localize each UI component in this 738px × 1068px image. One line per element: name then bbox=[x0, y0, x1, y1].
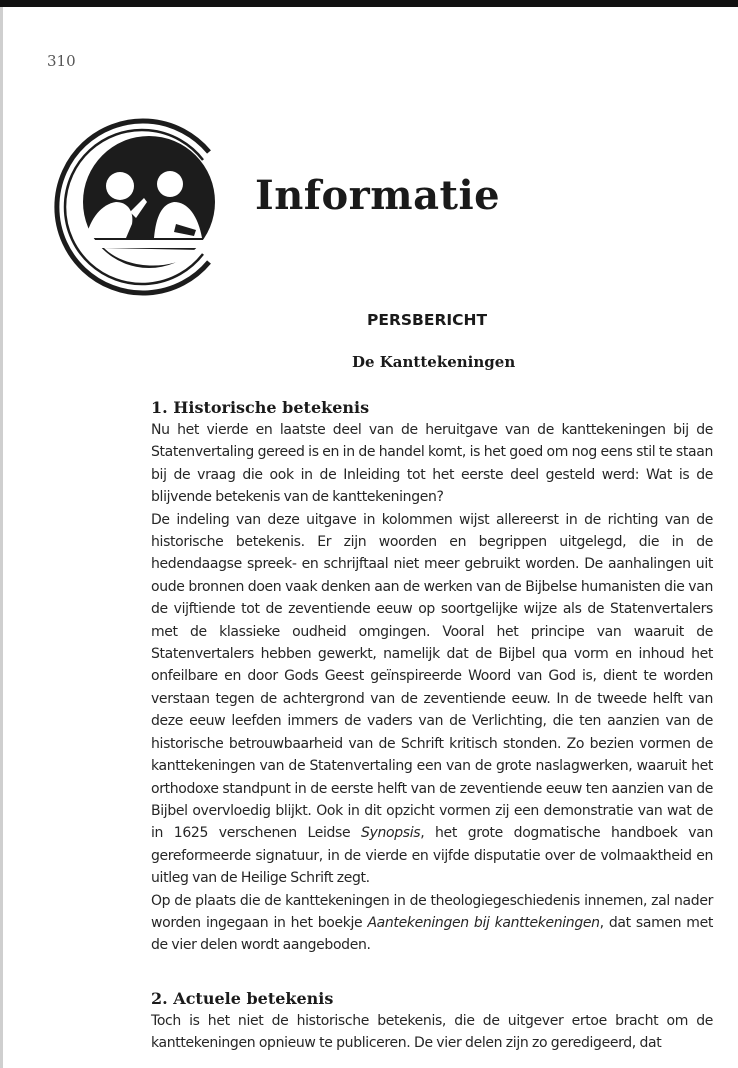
scan-left-edge bbox=[0, 7, 3, 1068]
section-current bbox=[151, 988, 713, 1055]
text-run: De indeling van deze uitgave in kolommen wijst allereerst in de richting van de historische betekenis. Er zijn woorden en begrippen uitgelegd, die in de hedendaagse spreek- en schrijftaal niet meer gebruikt worden. De aanhalingen uit oude bronnen doen vaak denken aan de werken van de Bijbelse humanisten die van de vijftiende tot de zeventiende eeuw op soortgelijke wijze als de Statenvertalers met de klassieke oudheid omgingen. Vooral het principe van waaruit de Statenvertalers hebben gewerkt, namelijk dat de Bijbel qua vorm en inhoud het onfeilbare en door Gods Geest geïnspireerde Woord van God is, dient te worden verstaan tegen de achtergrond van de zeventiende eeuw. In de tweede helft van deze eeuw leefden immers de vaders van de Verlichting, die ten aanzien van de historische betrouwbaarheid van de Schrift kritisch stonden. Zo bezien vormen de kanttekeningen van de Statenvertaling een van de grote naslagwerken, waaruit het orthodoxe standpunt in de eerste helft van de zeventiende eeuw ten aanzien van de Bijbel overvloedig blijkt. Ook in dit opzicht vormen zij een demonstratie van wat de in 1625 verschenen Leidse bbox=[151, 511, 713, 842]
section-historical bbox=[151, 397, 713, 957]
text-run: , dat samen met de vier delen wordt aangeboden. bbox=[151, 914, 714, 954]
scan-top-border bbox=[0, 0, 738, 7]
text-run: , het grote dogmatische handboek van gereformeerde signatuur, in de vierde en vijfde disputatie over de volmaaktheid en uitleg van de Heilige Schrift zegt. bbox=[151, 825, 713, 887]
italic-title: Aantekeningen bij kanttekeningen bbox=[367, 914, 600, 931]
paragraph bbox=[151, 509, 713, 890]
paragraph bbox=[151, 890, 713, 957]
page-number: 310 bbox=[47, 52, 76, 70]
two-people-conversation-icon bbox=[46, 112, 236, 302]
article-subtitle: De Kanttekeningen bbox=[352, 353, 516, 371]
page-title: Informatie bbox=[255, 172, 501, 219]
section-heading: 1. Historische betekenis bbox=[151, 398, 370, 417]
paragraph bbox=[151, 1010, 713, 1055]
press-release-label: PERSBERICHT bbox=[367, 311, 488, 329]
text-run: Toch is het niet de historische betekenis, die de uitgever ertoe bracht om de kanttekeningen opnieuw te publiceren. De vier delen zijn zo geredigeerd, dat bbox=[151, 1013, 713, 1052]
italic-title: Synopsis bbox=[361, 825, 421, 842]
text-run: Nu het vierde en laatste deel van de heruitgave van de kanttekeningen bij de Statenvertaling gereed is en in de handel komt, is het goed om nog eens stil te staan bij de vraag die ook in de Inleiding tot het eerste deel gesteld werd: Wat is de blijvende betekenis van de kanttekeningen? bbox=[151, 422, 713, 506]
paragraph bbox=[151, 419, 713, 509]
text-run: Op de plaats die de kanttekeningen in de theologiegeschiedenis innemen, zal nader worden ingegaan in het boekje bbox=[151, 892, 713, 931]
section-heading: 2. Actuele betekenis bbox=[151, 989, 334, 1008]
